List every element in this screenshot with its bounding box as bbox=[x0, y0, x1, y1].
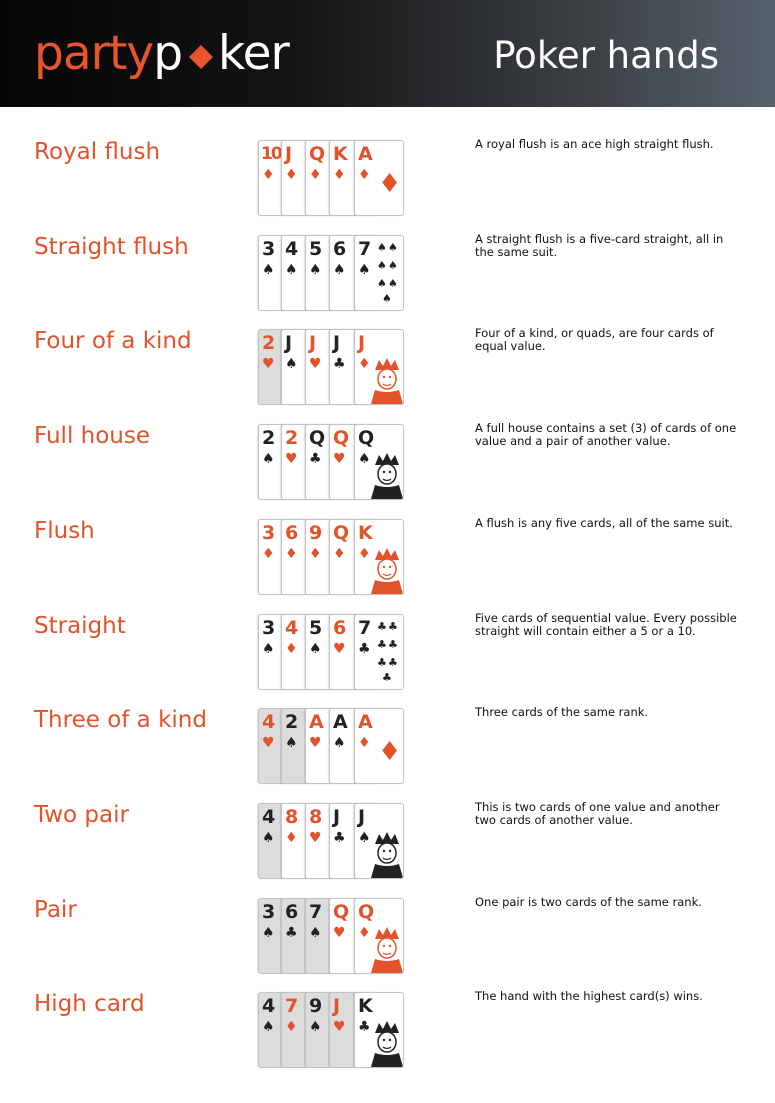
card-rank: A bbox=[309, 711, 323, 734]
card-pip-icon: ♣ bbox=[388, 619, 398, 633]
hand-name: Pair bbox=[34, 896, 77, 923]
card-rank: 6 bbox=[333, 616, 346, 639]
club-icon: ♣ bbox=[358, 640, 371, 657]
spade-icon: ♠ bbox=[358, 261, 371, 278]
card-group bbox=[258, 329, 408, 405]
card-rank: K bbox=[333, 143, 347, 165]
diamond-logo-icon bbox=[188, 44, 214, 70]
club-icon: ♣ bbox=[333, 356, 346, 373]
diamond-icon: ♦ bbox=[358, 545, 371, 562]
card-rank: 6 bbox=[285, 900, 298, 923]
heart-icon: ♥ bbox=[262, 735, 275, 752]
spade-icon: ♠ bbox=[285, 735, 298, 752]
hand-row bbox=[0, 137, 775, 220]
card-group bbox=[258, 992, 408, 1068]
playing-card bbox=[354, 992, 404, 1068]
card-pip-icon: ♣ bbox=[377, 655, 387, 669]
hand-row bbox=[0, 515, 775, 599]
hand-description: This is two cards of one value and another two cards of another value. bbox=[475, 799, 720, 827]
card-rank: K bbox=[358, 995, 372, 1018]
card-center-suit-icon: ♦ bbox=[378, 737, 402, 768]
diamond-icon: ♦ bbox=[262, 545, 275, 562]
card-group bbox=[258, 898, 408, 974]
card-rank: 9 bbox=[309, 995, 322, 1018]
heart-icon: ♥ bbox=[333, 640, 346, 657]
diamond-icon: ♦ bbox=[262, 167, 275, 183]
card-group bbox=[258, 708, 408, 784]
club-icon: ♣ bbox=[333, 829, 346, 846]
spade-icon: ♠ bbox=[309, 640, 322, 657]
face-card-figure-icon bbox=[369, 1019, 403, 1067]
card-pip-icon: ♠ bbox=[388, 240, 398, 254]
card-rank: 10 bbox=[261, 144, 281, 164]
playing-card bbox=[354, 424, 404, 500]
hand-description: Three cards of the same rank. bbox=[475, 705, 649, 720]
heart-icon: ♥ bbox=[309, 735, 322, 752]
card-pip-icon: ♠ bbox=[377, 258, 387, 272]
card-rank: 6 bbox=[285, 521, 298, 544]
spade-icon: ♠ bbox=[358, 829, 371, 846]
spade-icon: ♠ bbox=[285, 356, 298, 373]
hand-name: High card bbox=[34, 991, 145, 1018]
card-pip-icon: ♠ bbox=[377, 240, 387, 254]
hand-row bbox=[0, 231, 775, 315]
card-rank: 4 bbox=[262, 805, 275, 828]
face-card-figure-icon bbox=[369, 546, 403, 594]
hand-description: Four of a kind, or quads, are four cards of equal value. bbox=[475, 326, 714, 354]
playing-card bbox=[354, 708, 404, 784]
card-rank: 2 bbox=[262, 427, 275, 450]
diamond-icon: ♦ bbox=[333, 545, 346, 562]
heart-icon: ♥ bbox=[309, 356, 322, 373]
card-rank: J bbox=[333, 995, 340, 1018]
card-rank: 7 bbox=[358, 616, 371, 639]
club-icon: ♣ bbox=[358, 1019, 371, 1036]
spade-icon: ♠ bbox=[262, 924, 275, 941]
card-group bbox=[258, 424, 408, 500]
spade-icon: ♠ bbox=[333, 735, 346, 752]
card-rank: 4 bbox=[285, 616, 298, 639]
card-rank: Q bbox=[358, 900, 374, 923]
card-rank: K bbox=[358, 521, 372, 544]
card-rank: A bbox=[358, 143, 372, 165]
card-rank: Q bbox=[358, 427, 374, 450]
club-icon: ♣ bbox=[309, 451, 322, 468]
header-banner bbox=[0, 0, 775, 107]
card-rank: J bbox=[358, 332, 365, 355]
card-rank: 2 bbox=[285, 711, 298, 734]
hand-row bbox=[0, 421, 775, 504]
hand-description: A flush is any five cards, all of the same suit. bbox=[475, 515, 733, 530]
hand-row bbox=[0, 799, 775, 883]
card-rank: J bbox=[285, 143, 292, 165]
card-rank: 4 bbox=[262, 995, 275, 1018]
card-center-suit-icon: ♦ bbox=[378, 169, 402, 199]
diamond-icon: ♦ bbox=[358, 735, 371, 752]
playing-card bbox=[354, 519, 404, 595]
hand-name: Four of a kind bbox=[34, 328, 192, 355]
playing-card bbox=[354, 329, 404, 405]
diamond-icon: ♦ bbox=[358, 924, 371, 941]
hand-name: Straight flush bbox=[34, 233, 189, 260]
card-rank: 5 bbox=[309, 237, 322, 260]
hand-row bbox=[0, 705, 775, 788]
card-rank: Q bbox=[333, 521, 349, 544]
card-rank: 7 bbox=[358, 237, 371, 260]
spade-icon: ♠ bbox=[333, 261, 346, 278]
heart-icon: ♥ bbox=[333, 451, 346, 468]
card-rank: 3 bbox=[262, 616, 275, 639]
diamond-icon: ♦ bbox=[358, 167, 371, 183]
card-pip-icon: ♣ bbox=[382, 670, 392, 684]
spade-icon: ♠ bbox=[309, 1019, 322, 1036]
card-rank: Q bbox=[333, 900, 349, 923]
spade-icon: ♠ bbox=[309, 261, 322, 278]
card-rank: J bbox=[333, 332, 340, 355]
spade-icon: ♠ bbox=[262, 451, 275, 468]
spade-icon: ♠ bbox=[285, 261, 298, 278]
card-group bbox=[258, 519, 408, 595]
card-pip-icon: ♣ bbox=[377, 637, 387, 651]
card-rank: 7 bbox=[285, 995, 298, 1018]
heart-icon: ♥ bbox=[309, 829, 322, 846]
card-rank: 3 bbox=[262, 521, 275, 544]
spade-icon: ♠ bbox=[262, 640, 275, 657]
diamond-icon: ♦ bbox=[333, 167, 346, 183]
diamond-icon: ♦ bbox=[358, 356, 371, 373]
card-pip-icon: ♠ bbox=[382, 291, 392, 305]
hand-name: Full house bbox=[34, 423, 150, 450]
hand-row bbox=[0, 326, 775, 409]
card-rank: 7 bbox=[309, 900, 322, 923]
hand-name: Flush bbox=[34, 517, 95, 544]
card-rank: 8 bbox=[309, 805, 322, 828]
card-group bbox=[258, 614, 408, 690]
logo-text-p: p bbox=[153, 26, 183, 81]
heart-icon: ♥ bbox=[262, 356, 275, 373]
hand-name: Three of a kind bbox=[34, 707, 207, 734]
card-group bbox=[258, 235, 408, 311]
spade-icon: ♠ bbox=[262, 1019, 275, 1036]
face-card-figure-icon bbox=[369, 356, 403, 404]
card-rank: A bbox=[358, 711, 372, 734]
diamond-icon: ♦ bbox=[285, 640, 298, 657]
card-rank: Q bbox=[309, 143, 325, 165]
hand-description: The hand with the highest card(s) wins. bbox=[475, 989, 703, 1004]
card-pip-icon: ♠ bbox=[377, 276, 387, 290]
card-pip-icon: ♠ bbox=[388, 276, 398, 290]
card-rank: 9 bbox=[309, 521, 322, 544]
face-card-figure-icon bbox=[369, 451, 403, 499]
hand-description: Five cards of sequential value. Every possible straight will contain either a 5 or a 10. bbox=[475, 610, 737, 638]
hand-name: Two pair bbox=[34, 801, 129, 828]
spade-icon: ♠ bbox=[358, 451, 371, 468]
card-rank: 4 bbox=[262, 711, 275, 734]
card-rank: J bbox=[358, 805, 365, 828]
card-pip-icon: ♠ bbox=[388, 258, 398, 272]
card-rank: 4 bbox=[285, 237, 298, 260]
diamond-icon: ♦ bbox=[285, 829, 298, 846]
hand-row bbox=[0, 610, 775, 694]
hand-description: One pair is two cards of the same rank. bbox=[475, 894, 702, 909]
partypoker-logo bbox=[34, 24, 289, 84]
card-rank: 2 bbox=[262, 332, 275, 355]
card-rank: 3 bbox=[262, 900, 275, 923]
spade-icon: ♠ bbox=[262, 261, 275, 278]
diamond-icon: ♦ bbox=[285, 1019, 298, 1036]
playing-card bbox=[354, 235, 404, 311]
diamond-icon: ♦ bbox=[285, 545, 298, 562]
card-rank: 6 bbox=[333, 237, 346, 260]
card-rank: Q bbox=[333, 427, 349, 450]
hand-row bbox=[0, 894, 775, 978]
heart-icon: ♥ bbox=[285, 451, 298, 468]
spade-icon: ♠ bbox=[309, 924, 322, 941]
card-group bbox=[258, 140, 408, 216]
hand-description: A full house contains a set (3) of cards of one value and a pair of another value. bbox=[475, 421, 737, 449]
diamond-icon: ♦ bbox=[285, 167, 298, 183]
diamond-icon: ♦ bbox=[309, 545, 322, 562]
card-rank: J bbox=[309, 332, 316, 355]
card-pip-icon: ♣ bbox=[388, 655, 398, 669]
club-icon: ♣ bbox=[285, 924, 298, 941]
hand-name: Royal flush bbox=[34, 139, 161, 165]
logo-text-ker: ker bbox=[218, 26, 289, 81]
face-card-figure-icon bbox=[369, 925, 403, 973]
card-rank: 3 bbox=[262, 237, 275, 260]
card-pip-icon: ♣ bbox=[388, 637, 398, 651]
card-rank: 8 bbox=[285, 805, 298, 828]
hand-row bbox=[0, 989, 775, 1072]
face-card-figure-icon bbox=[369, 830, 403, 878]
card-rank: J bbox=[333, 805, 340, 828]
card-rank: 2 bbox=[285, 427, 298, 450]
card-pip-icon: ♣ bbox=[377, 619, 387, 633]
hand-name: Straight bbox=[34, 612, 126, 639]
playing-card bbox=[354, 140, 404, 216]
heart-icon: ♥ bbox=[333, 924, 346, 941]
card-rank: A bbox=[333, 711, 347, 734]
playing-card bbox=[354, 803, 404, 879]
logo-text-party: party bbox=[34, 26, 154, 81]
card-rank: Q bbox=[309, 427, 325, 450]
heart-icon: ♥ bbox=[333, 1019, 346, 1036]
hand-description: A straight flush is a five-card straight, all in the same suit. bbox=[475, 231, 724, 259]
playing-card bbox=[354, 614, 404, 690]
diamond-icon: ♦ bbox=[309, 167, 322, 183]
card-rank: 5 bbox=[309, 616, 322, 639]
card-rank: J bbox=[285, 332, 292, 355]
spade-icon: ♠ bbox=[262, 829, 275, 846]
hand-description: A royal flush is an ace high straight flush. bbox=[475, 137, 714, 151]
page-title: Poker hands bbox=[493, 34, 719, 77]
card-group bbox=[258, 803, 408, 879]
playing-card bbox=[354, 898, 404, 974]
